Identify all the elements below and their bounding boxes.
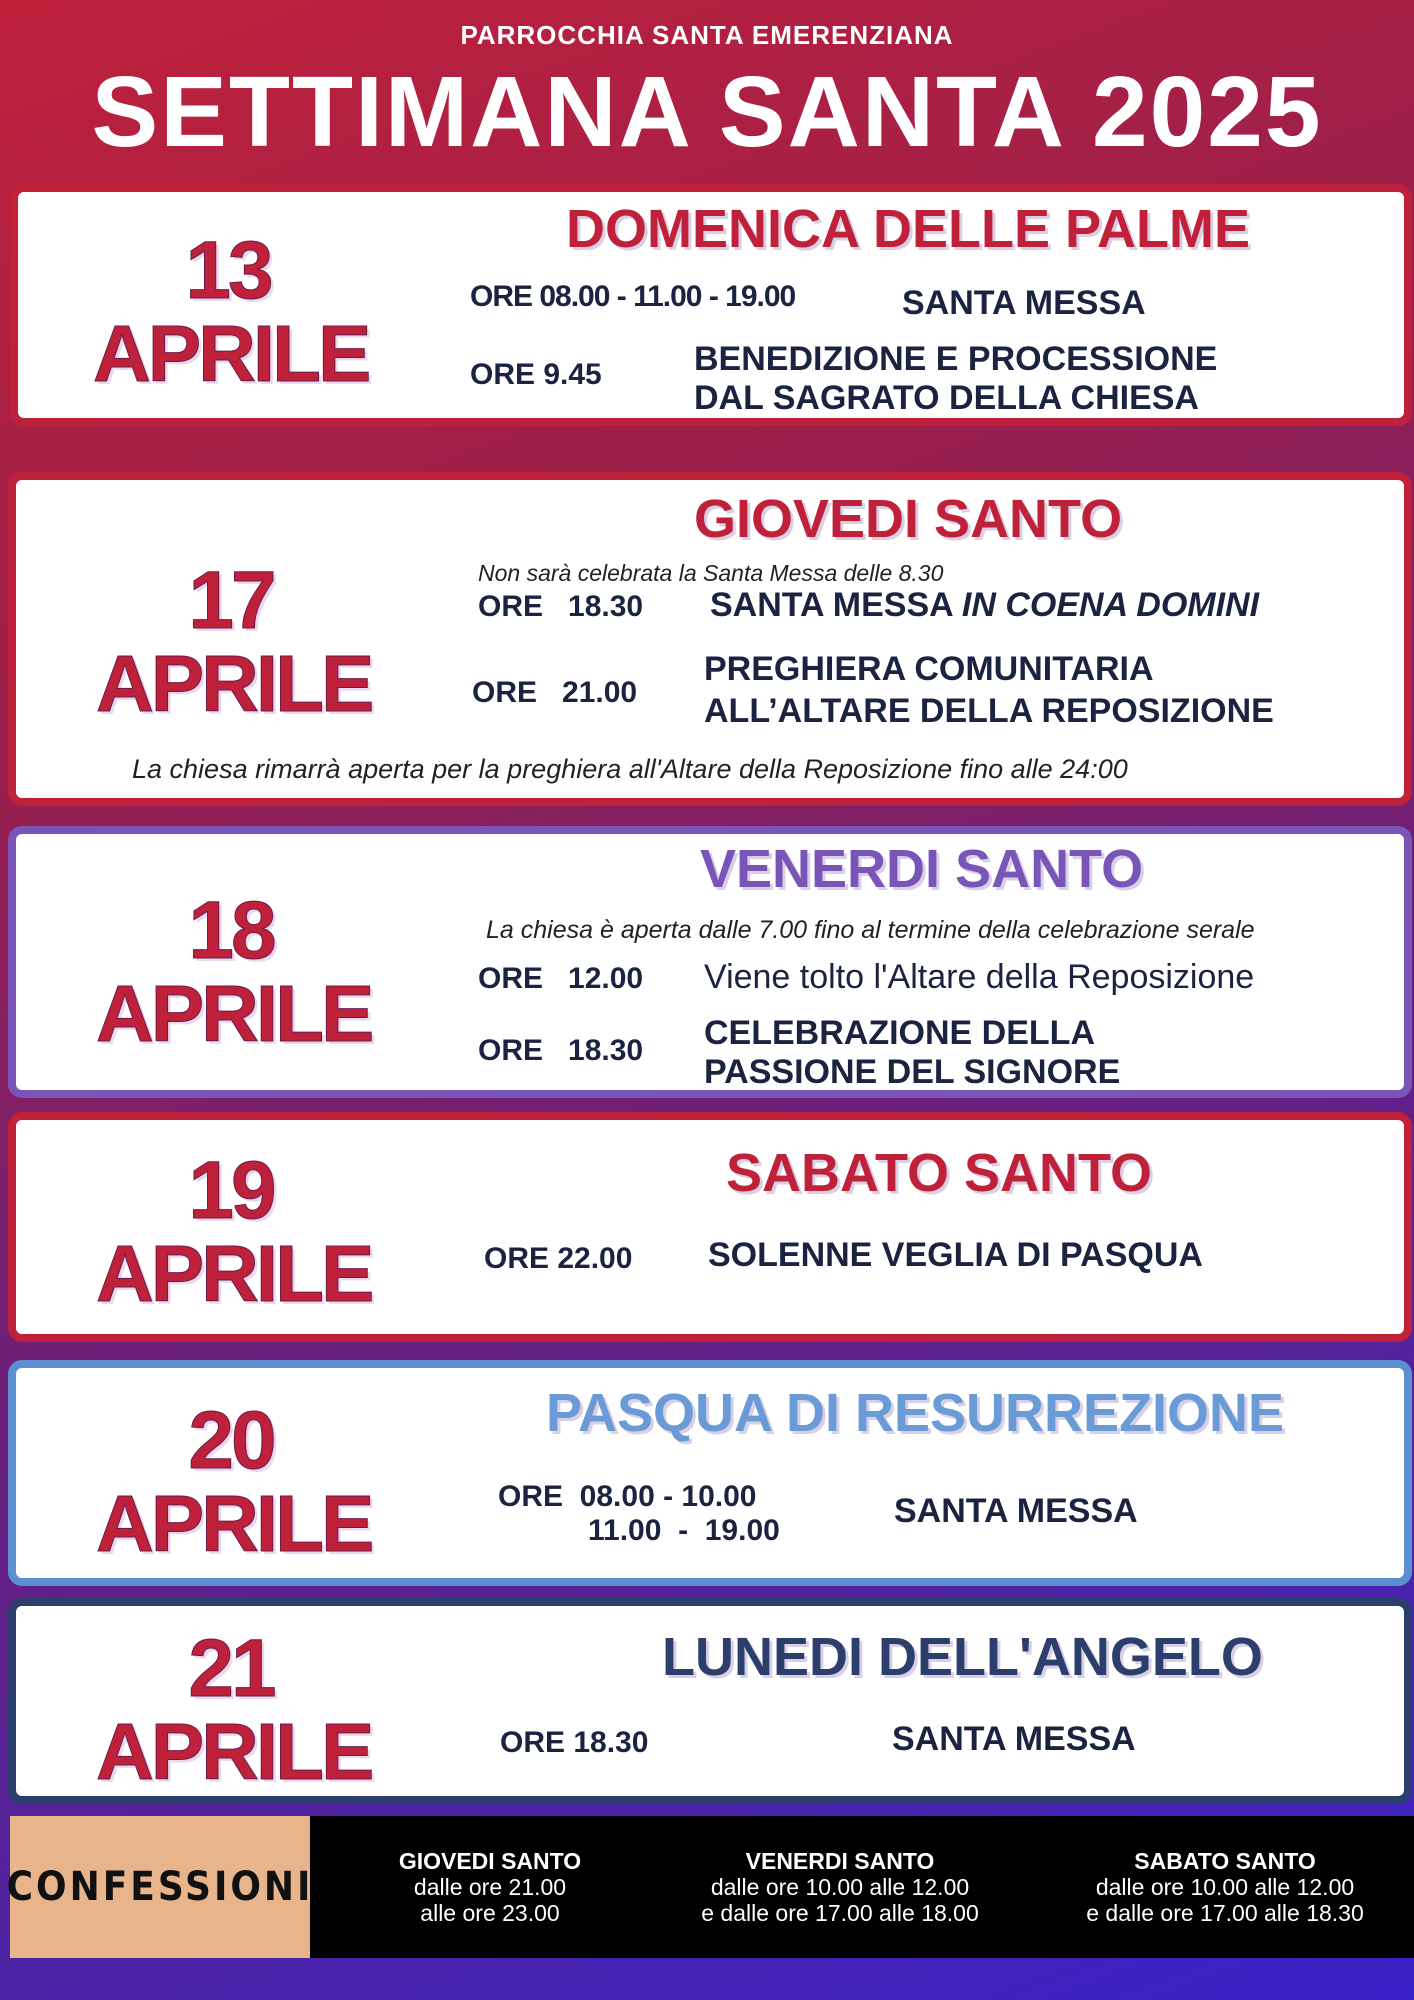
event-desc (710, 586, 1259, 625)
note-bottom: La chiesa rimarrà aperta per la preghiera all'Altare della Reposizione fino alle 24:00 (132, 754, 1128, 784)
event-time: ORE 18.30 (478, 1034, 644, 1067)
event-time: ORE 22.00 (484, 1242, 633, 1275)
event-desc: SANTA MESSA (894, 1492, 1138, 1530)
event-time: ORE 9.45 (470, 358, 602, 391)
event-desc: ALL’ALTARE DELLA REPOSIZIONE (704, 692, 1274, 730)
event-desc: PREGHIERA COMUNITARIA (704, 650, 1154, 688)
date-21 (96, 1623, 372, 1796)
confessioni-col (330, 1848, 650, 1926)
date-month: APRILE (96, 969, 372, 1058)
day-card-21 (8, 1598, 1412, 1804)
note-top: Non sarà celebrata la Santa Messa delle 8.30 (478, 560, 944, 586)
confessioni-line: alle ore 23.00 (420, 1900, 560, 1926)
event-title: LUNEDI DELL'ANGELO (662, 1627, 1263, 1687)
parish-name: PARROCCHIA SANTA EMERENZIANA (460, 20, 954, 50)
event-time: ORE 18.30 (478, 590, 644, 623)
confessioni-day: GIOVEDI SANTO (398, 1848, 582, 1874)
event-desc: SANTA MESSA (902, 284, 1146, 322)
event-time: ORE 18.30 (500, 1726, 649, 1759)
event-desc: BENEDIZIONE E PROCESSIONE (694, 340, 1218, 378)
day-card-19 (8, 1112, 1412, 1342)
date-17 (96, 555, 372, 728)
poster-title: SETTIMANA SANTA 2025 (91, 56, 1323, 168)
confessioni-label: CONFESSIONI (10, 1816, 310, 1958)
event-title: GIOVEDI SANTO (694, 489, 1123, 549)
event-desc-main: SANTA MESSA (710, 586, 962, 624)
confessioni-line: dalle ore 21.00 (413, 1874, 567, 1900)
date-13 (93, 225, 369, 398)
date-month: APRILE (96, 639, 372, 728)
date-day: 18 (188, 885, 274, 976)
date-month: APRILE (96, 1707, 372, 1796)
confessioni-line: dalle ore 10.00 alle 12.00 (1095, 1874, 1355, 1900)
confessioni-col (1040, 1848, 1410, 1926)
event-time: ORE 21.00 (472, 676, 638, 709)
event-desc: DAL SAGRATO DELLA CHIESA (694, 379, 1199, 417)
date-month: APRILE (93, 309, 369, 398)
confessioni-line: e dalle ore 17.00 alle 18.30 (1086, 1900, 1364, 1926)
date-19 (96, 1145, 372, 1318)
event-time: 11.00 - 19.00 (588, 1514, 780, 1547)
date-day: 19 (188, 1145, 274, 1236)
event-title: VENERDI SANTO (700, 839, 1144, 899)
day-card-20 (8, 1360, 1412, 1586)
date-18 (96, 885, 372, 1058)
day-card-18 (8, 826, 1412, 1098)
event-desc: Viene tolto l'Altare della Reposizione (704, 958, 1255, 996)
day-card-17 (8, 472, 1412, 806)
event-title: DOMENICA DELLE PALME (566, 199, 1250, 259)
date-20 (96, 1395, 372, 1568)
confessioni-day: SABATO SANTO (1134, 1848, 1316, 1874)
date-day: 17 (188, 555, 274, 646)
event-time: ORE 12.00 (478, 962, 644, 995)
date-month: APRILE (96, 1479, 372, 1568)
date-day: 20 (188, 1395, 274, 1486)
confessioni-line: e dalle ore 17.00 alle 18.00 (701, 1900, 979, 1926)
event-time: ORE 08.00 - 10.00 (498, 1480, 757, 1513)
event-desc-italic: IN COENA DOMINI (961, 586, 1260, 624)
date-day: 21 (188, 1623, 274, 1714)
event-desc: SOLENNE VEGLIA DI PASQUA (708, 1236, 1203, 1274)
note-top: La chiesa è aperta dalle 7.00 fino al termine della celebrazione serale (486, 916, 1255, 944)
confessioni-col (650, 1848, 1030, 1926)
confessioni-bar (6, 1816, 1414, 1958)
event-title: SABATO SANTO (726, 1143, 1153, 1203)
event-title: PASQUA DI RESURREZIONE (546, 1383, 1285, 1443)
event-time: ORE 08.00 - 11.00 - 19.00 (470, 280, 796, 313)
date-day: 13 (185, 225, 271, 316)
event-desc: SANTA MESSA (892, 1720, 1136, 1758)
confessioni-day: VENERDI SANTO (745, 1848, 935, 1874)
event-desc: PASSIONE DEL SIGNORE (704, 1053, 1121, 1091)
confessioni-line: dalle ore 10.00 alle 12.00 (710, 1874, 970, 1900)
date-month: APRILE (96, 1229, 372, 1318)
day-card-13 (10, 184, 1412, 426)
event-desc: CELEBRAZIONE DELLA (704, 1014, 1095, 1052)
